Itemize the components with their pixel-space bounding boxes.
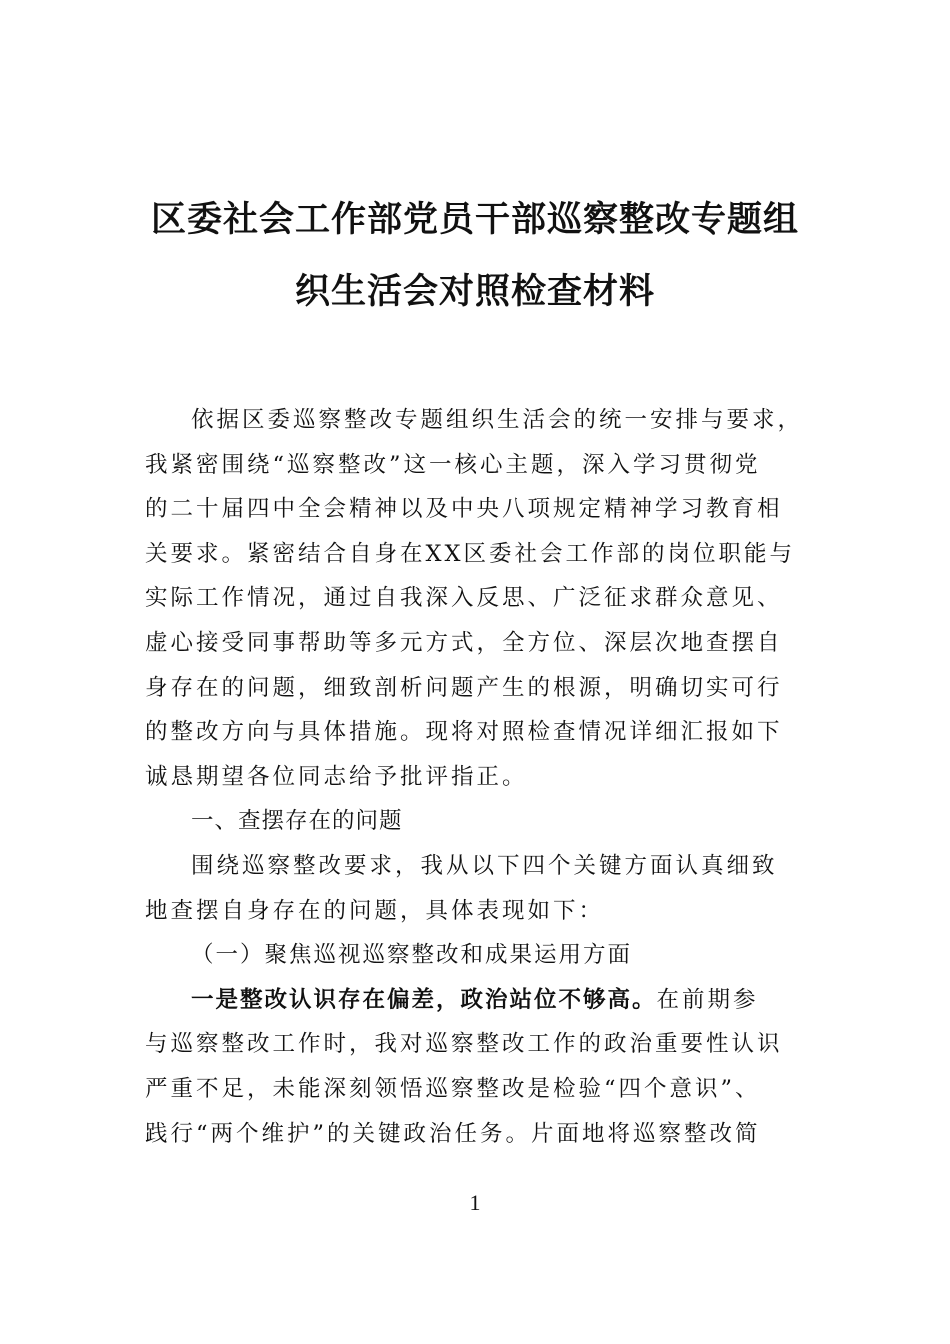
point-lead-bold: 一是整改认识存在偏差，政治站位不够高。 bbox=[191, 986, 657, 1013]
subsection-heading: （一）聚焦巡视巡察整改和成果运用方面 bbox=[191, 942, 633, 969]
paragraph-line: 依据区委巡察整改专题组织生活会的统一安排与要求， bbox=[191, 407, 804, 433]
paragraph-line: 践行“两个维护”的关键政治任务。片面地将巡察整改简 bbox=[145, 1120, 761, 1147]
paragraph-line: 实际工作情况，通过自我深入反思、广泛征求群众意见、 bbox=[145, 585, 783, 612]
document-body bbox=[145, 398, 815, 1156]
section-heading: 一、查摆存在的问题 bbox=[191, 808, 403, 835]
document-title-line-2: 织生活会对照检查材料 bbox=[294, 271, 655, 312]
point-lead-rest: 在前期参 bbox=[656, 986, 759, 1013]
paragraph-line: 虚心接受同事帮助等多元方式，全方位、深层次地查摆自 bbox=[145, 629, 783, 656]
point-first-line bbox=[145, 978, 815, 1023]
document-title-line-1: 区委社会工作部党员干部巡察整改专题组 bbox=[150, 199, 799, 240]
paragraph-line: 围绕巡察整改要求，我从以下四个关键方面认真细致 bbox=[191, 852, 778, 879]
paragraph-line: 身存在的问题，细致剖析问题产生的根源，明确切实可行 bbox=[145, 674, 783, 701]
page-number: 1 bbox=[469, 1190, 481, 1215]
paragraph-line: 地查摆自身存在的问题，具体表现如下： bbox=[145, 897, 605, 924]
paragraph-line: 关要求。紧密结合自身在XX区委社会工作部的岗位职能与 bbox=[145, 540, 796, 567]
paragraph-line: 与巡察整改工作时，我对巡察整改工作的政治重要性认识 bbox=[145, 1031, 783, 1058]
paragraph-line: 我紧密围绕“巡察整改”这一核心主题，深入学习贯彻党 bbox=[145, 451, 761, 478]
paragraph-line: 的整改方向与具体措施。现将对照检查情况详细汇报如下 bbox=[145, 719, 783, 746]
paragraph-line: 严重不足，未能深刻领悟巡察整改是检验“四个意识”、 bbox=[145, 1075, 761, 1102]
paragraph-line: 的二十届四中全会精神以及中央八项规定精神学习教育相 bbox=[145, 496, 783, 523]
paragraph-line: 诚恳期望各位同志给予批评指正。 bbox=[145, 763, 528, 790]
